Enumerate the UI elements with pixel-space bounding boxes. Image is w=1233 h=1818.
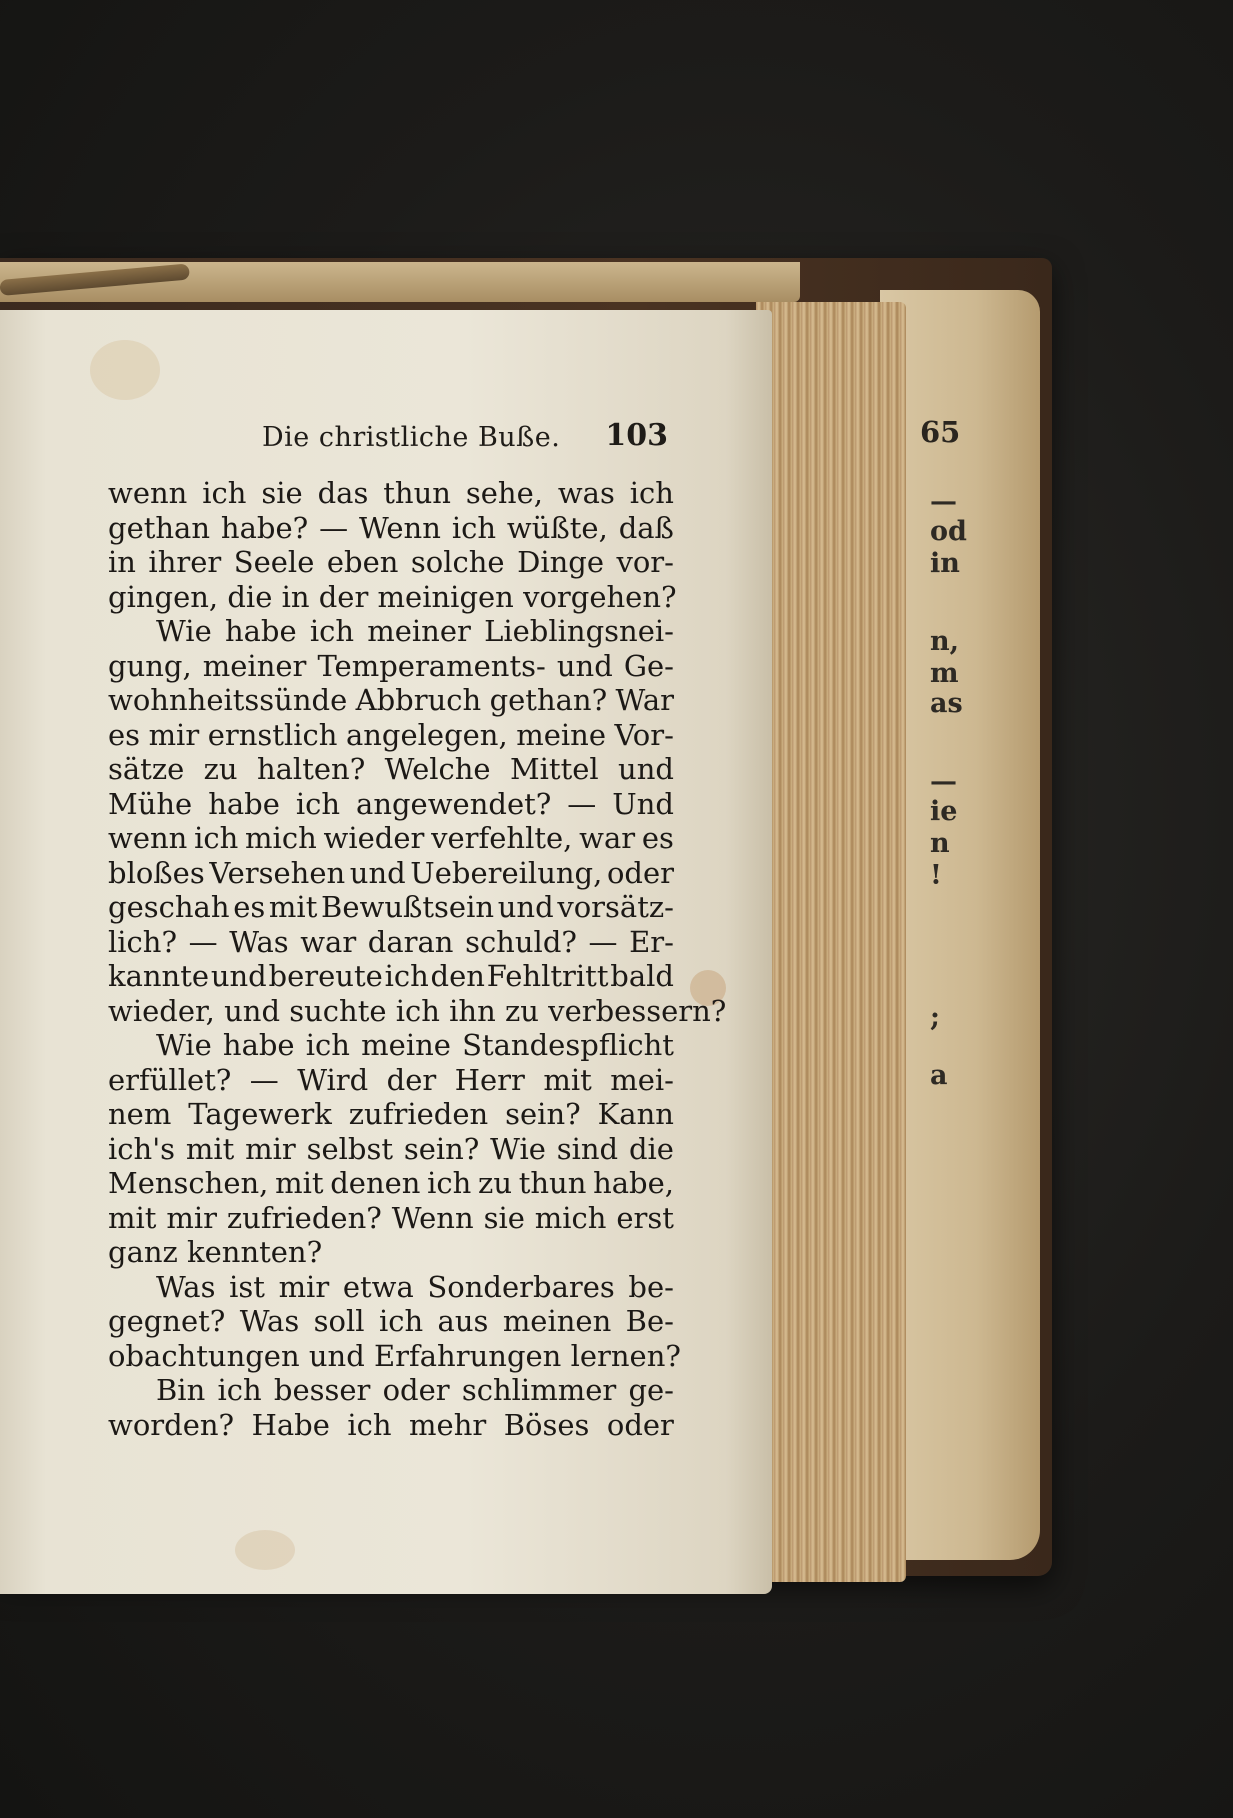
text-line: worden? Habe ich mehr Böses oder (108, 1407, 674, 1442)
text-line: in ihrer Seele eben solche Dinge vor- (108, 545, 674, 579)
text-line: Bin ich besser oder schlimmer ge- (156, 1373, 674, 1407)
running-title: Die christliche Buße. (262, 422, 561, 453)
gilded-page-block (756, 302, 906, 1582)
page-stain (235, 1530, 295, 1570)
text-line: ich's mit mir selbst sein? Wie sind die (108, 1131, 674, 1166)
page-stain (90, 340, 160, 400)
next-page-fragment: a (930, 1060, 948, 1091)
next-page-fragment: ; (930, 1002, 940, 1033)
text-line: gung, meiner Temperaments- und Ge- (108, 648, 674, 683)
next-page-fragment: — (930, 766, 957, 797)
next-page-fragment: ie (930, 796, 958, 827)
text-line: obachtungen und Erfahrungen lernen? (108, 1338, 681, 1373)
next-page-fragment: ! (930, 860, 942, 891)
running-head (108, 418, 668, 458)
text-line: gingen, die in der meinigen vorgehen? (108, 579, 677, 614)
text-line: erfüllet? — Wird der Herr mit mei- (108, 1062, 674, 1097)
text-line: es mir ernstlich angelegen, meine Vor- (108, 717, 674, 752)
text-line: Menschen, mit denen ich zu thun habe, (108, 1166, 674, 1200)
text-line: wenn ich mich wieder verfehlte, war es (108, 821, 674, 855)
text-line: wohnheitssünde Abbruch gethan? War (108, 683, 674, 717)
text-line: gegnet? Was soll ich aus meinen Be- (108, 1304, 674, 1338)
page-number: 103 (605, 418, 668, 453)
text-line: Wie habe ich meiner Lieblingsnei- (156, 614, 674, 648)
text-line: Wie habe ich meine Standespflicht (156, 1028, 674, 1062)
text-line: lich? — Was war daran schuld? — Er- (108, 924, 674, 959)
text-line: nem Tagewerk zufrieden sein? Kann (108, 1097, 674, 1131)
next-page-number: 65 (920, 415, 961, 449)
text-line: bloßes Versehen und Uebereilung, oder (108, 855, 674, 890)
text-line: wenn ich sie das thun sehe, was ich (108, 476, 674, 510)
next-page-fragment: od (930, 516, 967, 547)
text-line: Was ist mir etwa Sonderbares be- (156, 1269, 674, 1304)
text-line: sätze zu halten? Welche Mittel und (108, 752, 674, 786)
text-line: ganz kennten? (108, 1235, 323, 1269)
text-line: kannte und bereute ich den Fehltritt bald (108, 959, 674, 993)
next-page-fragment: in (930, 548, 960, 579)
text-line: wieder, und suchte ich ihn zu verbessern? (108, 993, 727, 1028)
text-line: Mühe habe ich angewendet? — Und (108, 786, 674, 821)
next-page-fragment: n, (930, 626, 960, 657)
next-page-fragment: — (930, 486, 957, 517)
body-text (108, 476, 727, 1442)
next-page-fragment: n (930, 828, 950, 859)
text-line: geschah es mit Bewußtsein und vorsätz- (108, 890, 674, 924)
text-line: mit mir zufrieden? Wenn sie mich erst (108, 1200, 674, 1235)
next-page-fragment: as (930, 688, 963, 719)
text-line: gethan habe? — Wenn ich wüßte, daß (108, 510, 674, 545)
next-page-fragment: m (930, 658, 959, 689)
